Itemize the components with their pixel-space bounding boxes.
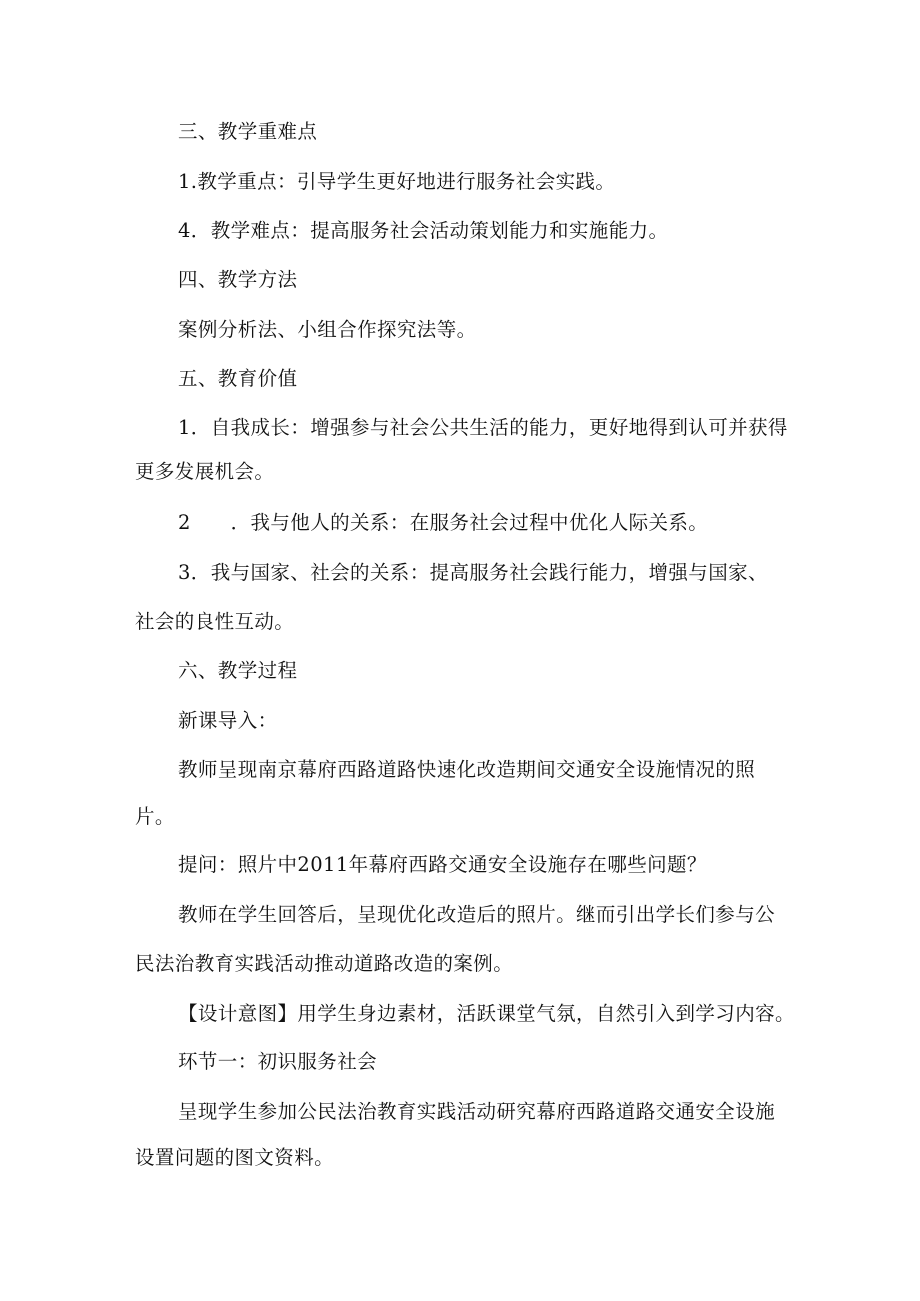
paragraph-difficult-point: 4．教学难点：提高服务社会活动策划能力和实施能力。 (178, 219, 669, 242)
heading-teaching-methods: 四、教学方法 (178, 268, 298, 291)
paragraph-methods: 案例分析法、小组合作探究法等。 (178, 318, 477, 341)
paragraph-value-1-line1: 1．自我成长：增强参与社会公共生活的能力，更好地得到认可并获得 (178, 416, 788, 439)
paragraph-value-1-line2: 更多发展机会。 (135, 460, 275, 483)
subheading-section-one: 环节一：初识服务社会 (178, 1050, 378, 1073)
paragraph-intro-line1: 教师呈现南京幕府西路道路快速化改造期间交通安全设施情况的照 (178, 758, 756, 781)
paragraph-design-intent: 【设计意图】用学生身边素材，活跃课堂气氛，自然引入到学习内容。 (178, 1002, 795, 1025)
heading-teaching-key-points: 三、教学重难点 (178, 120, 318, 143)
paragraph-value-3-line2: 社会的良性互动。 (135, 610, 295, 633)
paragraph-materials-line1: 呈现学生参加公民法治教育实践活动研究幕府西路道路交通安全设施 (178, 1100, 776, 1123)
paragraph-question: 提问：照片中2011年幕府西路交通安全设施存在哪些问题？ (178, 853, 707, 876)
paragraph-materials-line2: 设置问题的图文资料。 (135, 1146, 335, 1169)
heading-educational-value: 五、教育价值 (178, 367, 298, 390)
heading-teaching-process: 六、教学过程 (178, 659, 298, 682)
paragraph-teacher-line2: 民法治教育实践活动推动道路改造的案例。 (135, 952, 514, 975)
paragraph-teacher-line1: 教师在学生回答后，呈现优化改造后的照片。继而引出学长们参与公 (178, 903, 776, 926)
paragraph-key-point: 1.教学重点：引导学生更好地进行服务社会实践。 (178, 170, 616, 193)
paragraph-value-3-line1: 3．我与国家、社会的关系：提高服务社会践行能力，增强与国家、 (178, 561, 768, 584)
paragraph-value-2: 2 ．我与他人的关系：在服务社会过程中优化人际关系。 (178, 511, 709, 534)
subheading-new-lesson-intro: 新课导入： (178, 709, 278, 732)
paragraph-intro-line2: 片。 (135, 805, 175, 828)
